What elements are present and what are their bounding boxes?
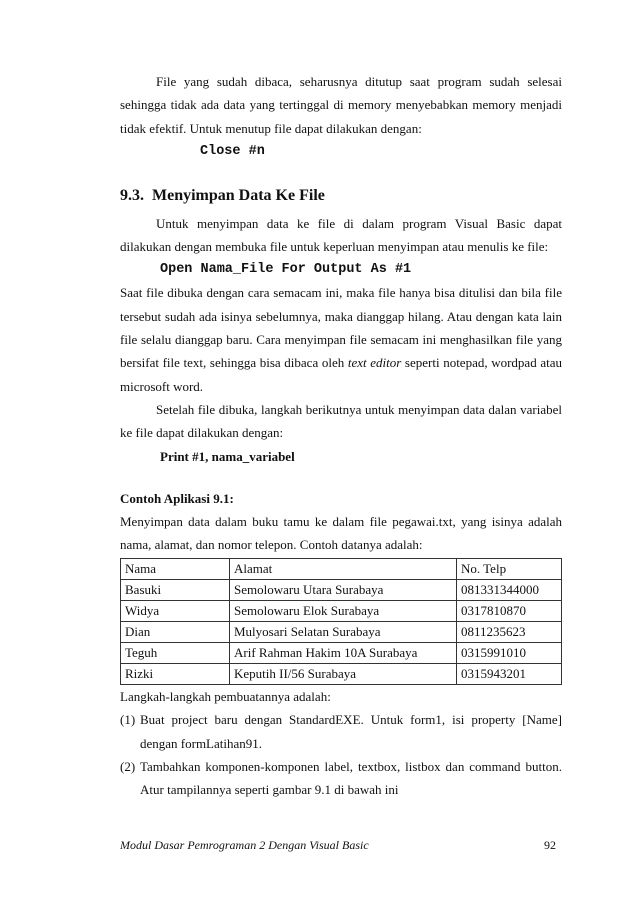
- table-cell: 0315991010: [457, 643, 562, 664]
- section-number: 9.3.: [120, 186, 144, 204]
- steps-intro: Langkah-langkah pembuatannya adalah:: [120, 689, 331, 705]
- table-cell: 0315943201: [457, 664, 562, 685]
- table-cell: Arif Rahman Hakim 10A Surabaya: [230, 643, 457, 664]
- paragraph-print-intro: Setelah file dibuka, langkah berikutnya untuk menyimpan data dalan variabel ke file dapat dilakukan dengan:: [120, 401, 562, 441]
- table-header-cell: Nama: [121, 559, 230, 580]
- table-cell: Semolowaru Utara Surabaya: [230, 580, 457, 601]
- paragraph-file-explanation: [120, 281, 562, 397]
- step-text: Buat project baru dengan StandardEXE. Untuk form1, isi property [Name] dengan formLatihan91.: [140, 712, 562, 751]
- table-cell: Teguh: [121, 643, 230, 664]
- code-open-statement: Open Nama_File For Output As #1: [160, 262, 412, 278]
- section-title: Menyimpan Data Ke File: [152, 186, 325, 204]
- table-row: [121, 580, 562, 601]
- table-row: [121, 601, 562, 622]
- table-cell: 081331344000: [457, 580, 562, 601]
- table-header-cell: Alamat: [230, 559, 457, 580]
- paragraph-file-explanation-part2: seperti notepad, wordpad atau microsoft word.: [120, 355, 562, 394]
- table-cell: 0811235623: [457, 622, 562, 643]
- paragraph-close-intro: File yang sudah dibaca, seharusnya ditutup saat program sudah selesai sehingga tidak ada data yang tertinggal di memory menyebabkan memory menjadi tidak efektif. Untuk menutup file dapat dilakukan dengan:: [120, 74, 562, 136]
- section-heading: [120, 163, 562, 212]
- table-cell: Rizki: [121, 664, 230, 685]
- step-number: (2): [120, 759, 136, 775]
- table-cell: Widya: [121, 601, 230, 622]
- list-item: [120, 708, 562, 755]
- text-editor-term: text editor: [347, 355, 402, 371]
- code-close-statement: Close #n: [200, 143, 265, 159]
- paragraph-example-description: Menyimpan data dalam buku tamu ke dalam file pegawai.txt, yang isinya adalah nama, alamat, dan nomor telepon. Contoh datanya adalah:: [120, 513, 562, 552]
- table-cell: 0317810870: [457, 601, 562, 622]
- page-number: 92: [544, 838, 556, 852]
- table-row: [121, 643, 562, 664]
- table-row: [121, 622, 562, 643]
- step-text: Tambahkan komponen-komponen label, textbox, listbox dan command button. Atur tampilannya seperti gambar 9.1 di bawah ini: [140, 759, 562, 798]
- code-print-statement: Print #1, nama_variabel: [160, 448, 295, 464]
- table-cell: Semolowaru Elok Surabaya: [230, 601, 457, 622]
- steps-list: [120, 708, 562, 801]
- table-cell: Dian: [121, 622, 230, 643]
- table-cell: Mulyosari Selatan Surabaya: [230, 622, 457, 643]
- page-body: [120, 70, 562, 802]
- paragraph-save-intro: Untuk menyimpan data ke file di dalam program Visual Basic dapat dilakukan dengan membuka file untuk keperluan menyimpan atau menulis ke file:: [120, 215, 562, 255]
- table-header-cell: No. Telp: [457, 559, 562, 580]
- page-footer: [120, 838, 562, 853]
- footer-title: Modul Dasar Pemrograman 2 Dengan Visual Basic: [120, 838, 369, 852]
- table-header-row: [121, 559, 562, 580]
- guestbook-table: [120, 558, 562, 685]
- example-title: Contoh Aplikasi 9.1:: [120, 490, 234, 506]
- paragraph-file-explanation-part1: Saat file dibuka dengan cara semacam ini, maka file hanya bisa ditulisi dan bila file tersebut sudah ada isinya sebelumnya, maka dianggap hilang. Atau dengan kata lain file selalu dianggap baru. Cara menyimpan file semacam ini menghasilkan file yang bersifat file text, sehingga bisa dibaca oleh: [120, 285, 562, 371]
- table-cell: Basuki: [121, 580, 230, 601]
- step-number: (1): [120, 712, 136, 728]
- table-row: [121, 664, 562, 685]
- table-cell: Keputih II/56 Surabaya: [230, 664, 457, 685]
- list-item: [120, 755, 562, 802]
